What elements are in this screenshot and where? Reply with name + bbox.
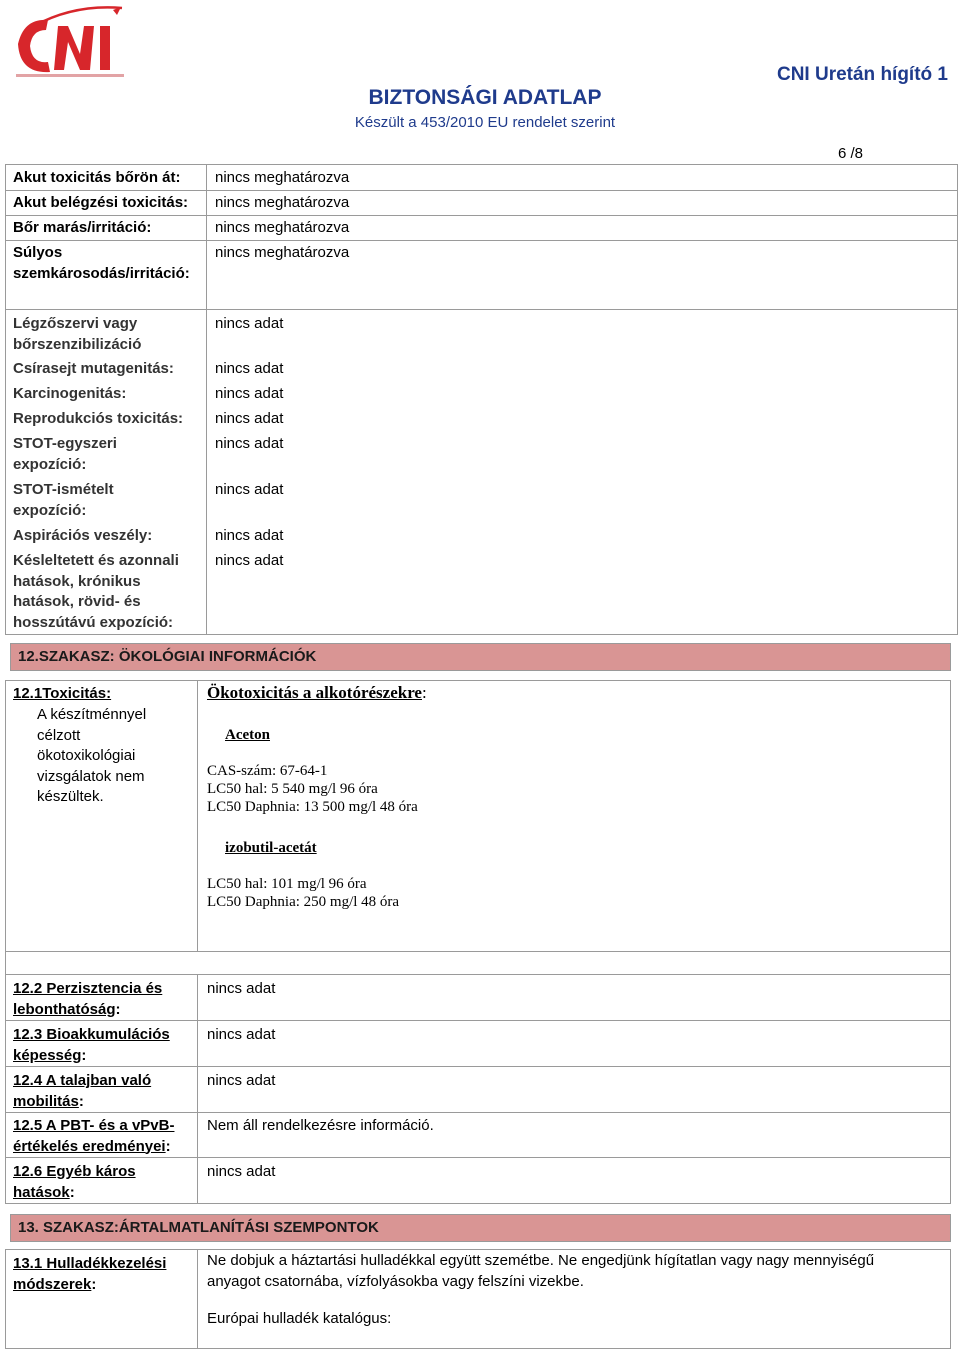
section-12-1-box <box>5 680 951 952</box>
waste-catalog: Európai hulladék katalógus: <box>207 1310 392 1327</box>
section-12-rows <box>5 974 951 1204</box>
table-row-label: Csírasejt mutagenitás: <box>13 360 174 377</box>
table-row-value: nincs adat <box>215 435 284 452</box>
row-value: nincs adat <box>207 1072 276 1089</box>
table-row-value: nincs adat <box>215 481 284 498</box>
row-label: 12.2 Perzisztencia és lebonthatóság: <box>13 980 163 1018</box>
table-row-value: nincs adat <box>215 315 284 332</box>
waste-method-text: Ne dobjuk a háztartási hulladékkal együtt szemétbe. Ne engedjünk hígítatlan vagy nagy mennyiségű anyagot csatornába, vízfolyásokba vagy felszíni vizekbe. <box>207 1252 875 1290</box>
table-row-value: nincs meghatározva <box>215 194 350 211</box>
cni-logo <box>14 4 126 80</box>
row-label: 12.3 Bioakkumulációs képesség: <box>13 1026 170 1064</box>
table-row-label: Légzőszervi vagy bőrszenzibilizáció <box>13 315 142 353</box>
component-line: LC50 Daphnia: 250 mg/l 48 óra <box>207 894 400 910</box>
row-label: 12.6 Egyéb káros hatások: <box>13 1163 136 1201</box>
toxicity-table-1 <box>5 164 958 310</box>
table-row-label: STOT-egyszeri expozíció: <box>13 435 117 473</box>
product-name: CNI Uretán hígító 1 <box>776 64 948 85</box>
table-row-label: Karcinogenitás: <box>13 385 127 402</box>
component-name: izobutil-acetát <box>225 840 317 856</box>
row-value: Nem áll rendelkezésre információ. <box>207 1117 434 1134</box>
table-row-label: Késleltetett és azonnali hatások, krónikus hatások, rövid- és hosszútávú expozíció: <box>13 552 179 631</box>
section-13-heading: 13. SZAKASZ:ÁRTALMATLANÍTÁSI SZEMPONTOK <box>10 1214 951 1242</box>
table-row-value: nincs meghatározva <box>215 169 350 186</box>
eco-title <box>207 683 427 704</box>
component-line: LC50 hal: 101 mg/l 96 óra <box>207 876 367 892</box>
table-row-label: Akut toxicitás bőrön át: <box>13 169 181 186</box>
document-title: BIZTONSÁGI ADATLAP <box>368 86 602 109</box>
component-line: CAS-szám: 67-64-1 <box>207 763 328 779</box>
table-row-value: nincs adat <box>215 385 284 402</box>
table-row-value: nincs adat <box>215 410 284 427</box>
table-row-value: nincs meghatározva <box>215 244 350 261</box>
section-12-heading: 12.SZAKASZ: ÖKOLÓGIAI INFORMÁCIÓK <box>10 643 951 671</box>
spacer-row <box>5 951 951 975</box>
eco-title-colon: : <box>421 683 427 702</box>
table-row-label: Aspirációs veszély: <box>13 527 153 544</box>
row-label: 12.5 A PBT- és a vPvB-értékelés eredményei: <box>13 1117 175 1155</box>
row-value: nincs adat <box>207 1026 276 1043</box>
component-line: LC50 hal: 5 540 mg/l 96 óra <box>207 781 378 797</box>
table-row-label: Súlyos szemkárosodás/irritáció: <box>13 244 190 282</box>
toxicity-table-2 <box>5 309 958 635</box>
table-row-value: nincs adat <box>215 527 284 544</box>
section-13-1-box <box>5 1249 951 1349</box>
table-row-value: nincs adat <box>215 552 284 569</box>
table-row-value: nincs meghatározva <box>215 219 350 236</box>
table-row-label: Reprodukciós toxicitás: <box>13 410 184 427</box>
component-name: Aceton <box>225 727 270 743</box>
waste-method-label: 13.1 Hulladékkezelési módszerek: <box>13 1255 167 1293</box>
toxicity-text: A készítménnyel célzott ökotoxikológiai vizsgálatok nem készültek. <box>37 706 147 805</box>
eco-title-text: Ökotoxicitás a alkotórészekre <box>207 683 422 702</box>
component-line: LC50 Daphnia: 13 500 mg/l 48 óra <box>207 799 418 815</box>
page-number: 6 /8 <box>838 145 864 162</box>
table-row-value: nincs adat <box>215 360 284 377</box>
table-row-label: Akut belégzési toxicitás: <box>13 194 189 211</box>
toxicity-label: 12.1Toxicitás: <box>13 685 112 702</box>
document-subtitle: Készült a 453/2010 EU rendelet szerint <box>354 114 616 131</box>
row-value: nincs adat <box>207 1163 276 1180</box>
table-row-label: Bőr marás/irritáció: <box>13 219 152 236</box>
row-value: nincs adat <box>207 980 276 997</box>
row-label: 12.4 A talajban való mobilitás: <box>13 1072 152 1110</box>
table-row-label: STOT-ismételt expozíció: <box>13 481 114 519</box>
